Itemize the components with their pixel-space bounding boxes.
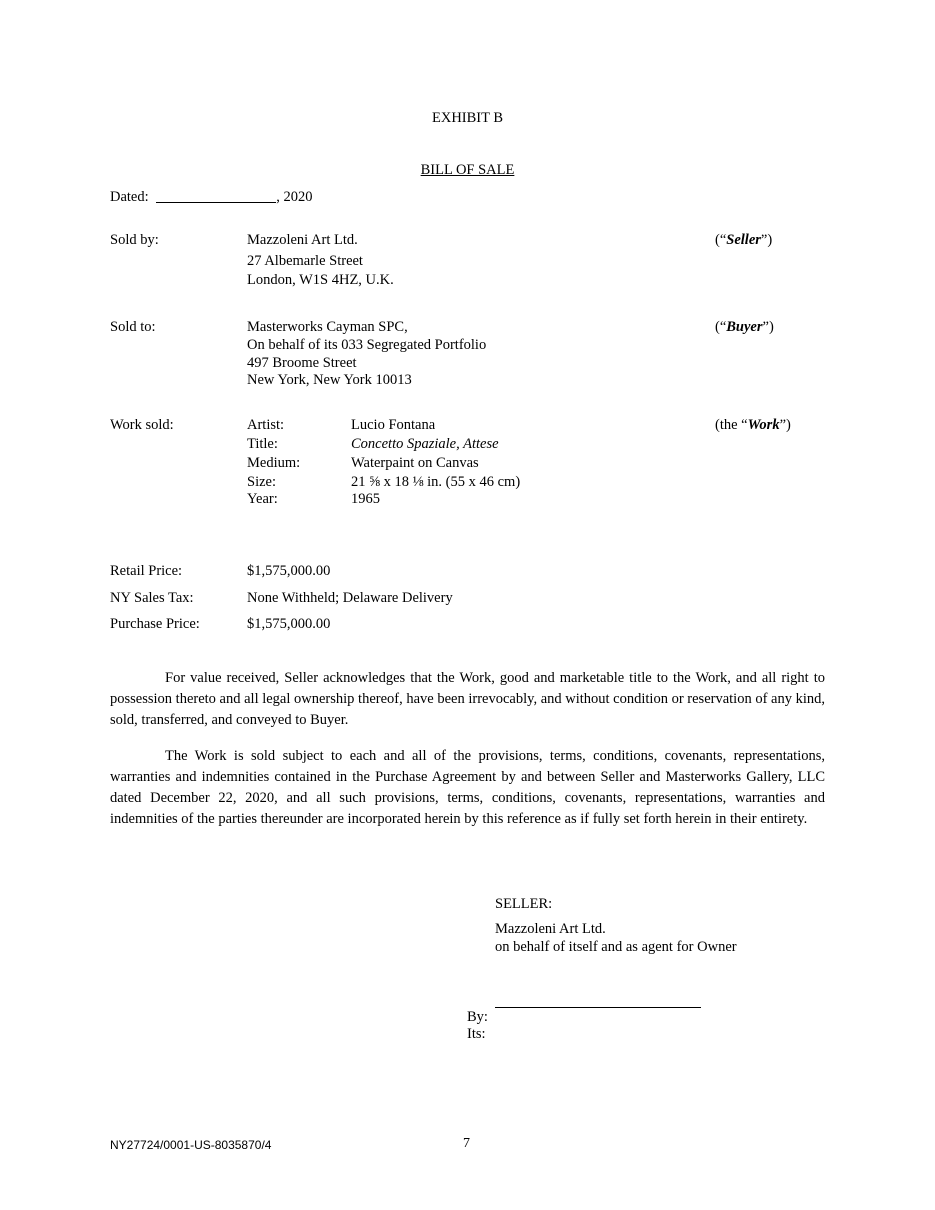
purchase-price-label: Purchase Price: xyxy=(110,616,200,632)
signature-line xyxy=(495,1007,701,1008)
seller-role: (“Seller”) xyxy=(715,232,773,248)
dated-year: , 2020 xyxy=(276,189,313,205)
seller-name: Mazzoleni Art Ltd. xyxy=(247,232,358,248)
work-sold-label: Work sold: xyxy=(110,417,174,433)
work-size-key: Size: xyxy=(247,474,276,490)
work-artist-key: Artist: xyxy=(247,417,285,433)
work-role: (the “Work”) xyxy=(715,417,791,433)
dated-label: Dated: xyxy=(110,189,149,205)
seller-address-1: 27 Albemarle Street xyxy=(247,253,363,269)
buyer-line-4: New York, New York 10013 xyxy=(247,372,412,388)
retail-price-value: $1,575,000.00 xyxy=(247,563,331,579)
sales-tax-value: None Withheld; Delaware Delivery xyxy=(247,590,453,606)
buyer-line-3: 497 Broome Street xyxy=(247,355,357,371)
seller-address-2: London, W1S 4HZ, U.K. xyxy=(247,272,394,288)
work-title-value: Concetto Spaziale, Attese xyxy=(351,436,499,452)
conveyance-paragraph: For value received, Seller acknowledges that the Work, good and marketable title to the Work, and all right to possession thereto and all legal ownership thereof, have been irrevocably, and without condition or reservation of any kind, sold, transferred, and conveyed to Buyer. xyxy=(110,670,825,728)
footer-doc-id: NY27724/0001-US-8035870/4 xyxy=(110,1138,272,1152)
page-number: 7 xyxy=(463,1136,470,1151)
work-medium-value: Waterpaint on Canvas xyxy=(351,455,479,471)
signature-heading: SELLER: xyxy=(495,896,553,912)
work-size-value: 21 ⅝ x 18 ⅛ in. (55 x 46 cm) xyxy=(351,474,521,490)
signature-capacity: on behalf of itself and as agent for Owner xyxy=(495,939,737,955)
buyer-role: (“Buyer”) xyxy=(715,319,774,335)
sold-by-label: Sold by: xyxy=(110,232,159,248)
its-label: Its: xyxy=(467,1026,486,1042)
sales-tax-label: NY Sales Tax: xyxy=(110,590,194,606)
purchase-agreement-paragraph: The Work is sold subject to each and all of the provisions, terms, conditions, covenants, representations, warranties and indemnities contained in the Purchase Agreement by and between Seller and Masterworks Gallery, LLC dated December 22, 2020, and all such provisions, terms, conditions, covenants, representations, warranties and indemnities of the parties thereunder are incorporated herein by this reference as if fully set forth herein in their entirety. xyxy=(110,748,825,827)
work-year-value: 1965 xyxy=(351,491,380,507)
exhibit-label: EXHIBIT B xyxy=(431,110,504,126)
buyer-name: Masterworks Cayman SPC, xyxy=(247,319,408,335)
retail-price-label: Retail Price: xyxy=(110,563,183,579)
date-blank-line xyxy=(156,202,276,203)
document-title: BILL OF SALE xyxy=(420,162,515,178)
sold-to-label: Sold to: xyxy=(110,319,156,335)
work-medium-key: Medium: xyxy=(247,455,301,471)
work-artist-value: Lucio Fontana xyxy=(351,417,436,433)
by-label: By: xyxy=(467,1009,488,1025)
buyer-line-2: On behalf of its 033 Segregated Portfolio xyxy=(247,337,487,353)
purchase-price-value: $1,575,000.00 xyxy=(247,616,331,632)
signature-entity: Mazzoleni Art Ltd. xyxy=(495,921,606,937)
work-title-key: Title: xyxy=(247,436,278,452)
dated-row xyxy=(110,189,313,206)
work-year-key: Year: xyxy=(247,491,278,507)
